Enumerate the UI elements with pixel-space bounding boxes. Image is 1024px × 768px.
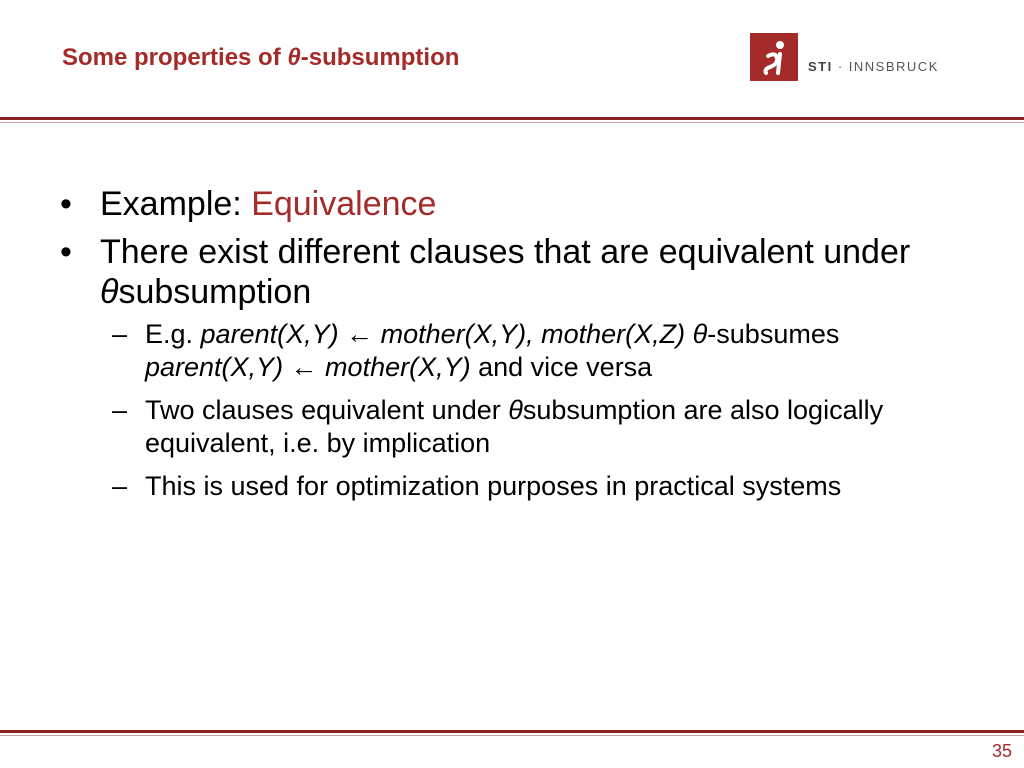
logo-text [808,59,939,74]
sub-bullet-list [100,318,960,503]
bullet-equivalent-theta: θ [100,273,119,311]
header-divider [0,117,1024,120]
footer-divider-thin [0,735,1024,736]
sub-example-suffix: and vice versa [470,352,653,382]
sub-logical-theta: θ [508,395,523,425]
en-dash-icon: – [112,395,128,425]
en-dash-icon: – [112,319,128,349]
bullet-equivalent-text: There exist different clauses that are equivalent under [100,233,911,271]
sub-example-mid: -subsumes [707,319,840,349]
bullet-dot-icon: • [60,233,72,271]
bullet-item-example [60,184,960,224]
title-prefix: Some properties of [62,44,288,71]
en-dash-icon: – [112,471,128,501]
header-divider-thin [0,122,1024,123]
bullet-list [60,184,960,513]
sub-example-clause1: parent(X,Y) ← mother(X,Y), mother(X,Z) θ [200,319,708,349]
logo-place: INNSBRUCK [848,59,939,74]
page-number: 35 [991,741,1012,761]
bullet-equivalent-after: subsumption [118,273,312,311]
sub-example-prefix: E.g. [145,319,201,349]
sti-logo-icon [750,33,798,81]
sti-innsbruck-logo [750,33,950,85]
logo-brand: STI [808,59,833,74]
sub-logical-before: Two clauses equivalent under [145,395,509,425]
sub-example-clause2: parent(X,Y) ← mother(X,Y) [145,352,471,382]
bullet-example-prefix: Example: [100,185,252,223]
bullet-item-equivalent-clauses [60,232,960,503]
slide-title [62,44,459,72]
sub-bullet-example-clauses [100,318,960,384]
bullet-dot-icon: • [60,185,72,223]
logo-separator: · [832,59,849,74]
sub-optimization-text: This is used for optimization purposes in practical systems [145,471,842,501]
sub-bullet-logical-equivalence [100,394,960,460]
sub-bullet-optimization [100,470,960,503]
bullet-example-highlight: Equivalence [251,185,437,223]
footer-divider [0,730,1024,733]
title-theta: θ [287,44,301,71]
title-suffix: -subsumption [300,44,460,71]
sub-logical-after: subsumption are also logically equivalent, i.e. by implication [145,395,884,458]
